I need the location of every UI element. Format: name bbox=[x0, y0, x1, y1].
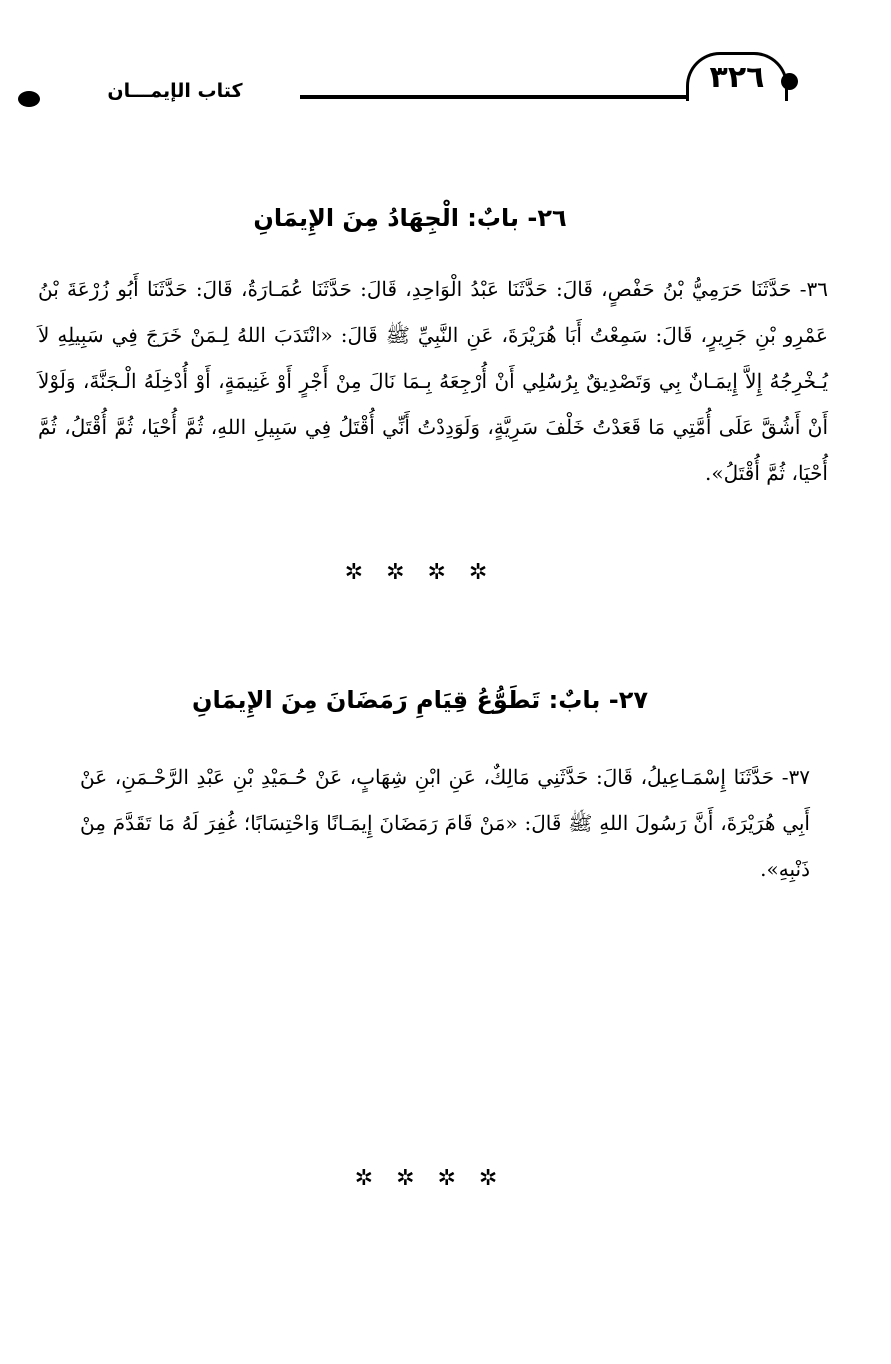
chapter-heading-26: ٢٦- بابٌ: الْجِهَادُ مِنَ الإِيمَانِ bbox=[253, 204, 567, 232]
hadith-37-text: ٣٧- حَدَّثَنَا إِسْمَـاعِيلُ، قَالَ: حَدَّثَنِي مَالِكٌ، عَنِ ابْنِ شِهَابٍ، عَنْ حُـمَيْدِ بْنِ عَبْدِ الرَّحْـمَنِ، عَنْ أَبِي هُرَيْرَةَ، أَنَّ رَسُولَ اللهِ ﷺ قَالَ: «مَنْ قَامَ رَمَضَانَ إِيمَـانًا وَاحْتِسَابًا؛ غُفِرَ لَهُ مَا تَقَدَّمَ مِنْ ذَنْبِهِ». bbox=[80, 765, 810, 881]
page-number: ٣٢٦ bbox=[709, 60, 765, 95]
hadith-36-text: ٣٦- حَدَّثَنَا حَرَمِيُّ بْنُ حَفْصٍ، قَالَ: حَدَّثَنَا عَبْدُ الْوَاحِدِ، قَالَ: حَدَّثَنَا عُمَـارَةُ، قَالَ: حَدَّثَنَا أَبُو زُرْعَةَ بْنُ عَمْرِو بْنِ جَرِيرٍ، قَالَ: سَمِعْتُ أَبَا هُرَيْرَةَ، عَنِ النَّبِيِّ ﷺ قَالَ: «انْتَدَبَ اللهُ لِـمَنْ خَرَجَ فِي سَبِيلِهِ لاَ يُـخْرِجُهُ إِلاَّ إِيمَـانٌ بِي وَتَصْدِيقٌ بِرُسُلِي أَنْ أُرْجِعَهُ بِـمَا نَالَ مِنْ أَجْرٍ أَوْ غَنِيمَةٍ، أَوْ أُدْخِلَهُ الْـجَنَّةَ، وَلَوْلاَ أَنْ أَشُقَّ عَلَى أُمَّتِي مَا قَعَدْتُ خَلْفَ سَرِيَّةٍ، وَلَوَدِدْتُ أَنِّي أُقْتَلُ فِي سَبِيلِ اللهِ، ثُمَّ أُحْيَا، ثُمَّ أُقْتَلُ، ثُمَّ أُحْيَا، ثُمَّ أُقْتَلُ». bbox=[38, 277, 829, 485]
header-rule bbox=[300, 95, 692, 99]
header-ornament-dot-left bbox=[18, 91, 40, 107]
header-ornament-dot-right bbox=[781, 73, 798, 90]
section-separator-stars: ✲ ✲ ✲ ✲ bbox=[354, 1166, 506, 1191]
chapter-heading-27: ٢٧- بابٌ: تَطَوُّعُ قِيَامِ رَمَضَانَ مِنَ الإِيمَانِ bbox=[191, 686, 649, 714]
running-header-title: كتاب الإيمـــان bbox=[107, 80, 243, 102]
section-separator-stars: ✲ ✲ ✲ ✲ bbox=[344, 560, 496, 585]
